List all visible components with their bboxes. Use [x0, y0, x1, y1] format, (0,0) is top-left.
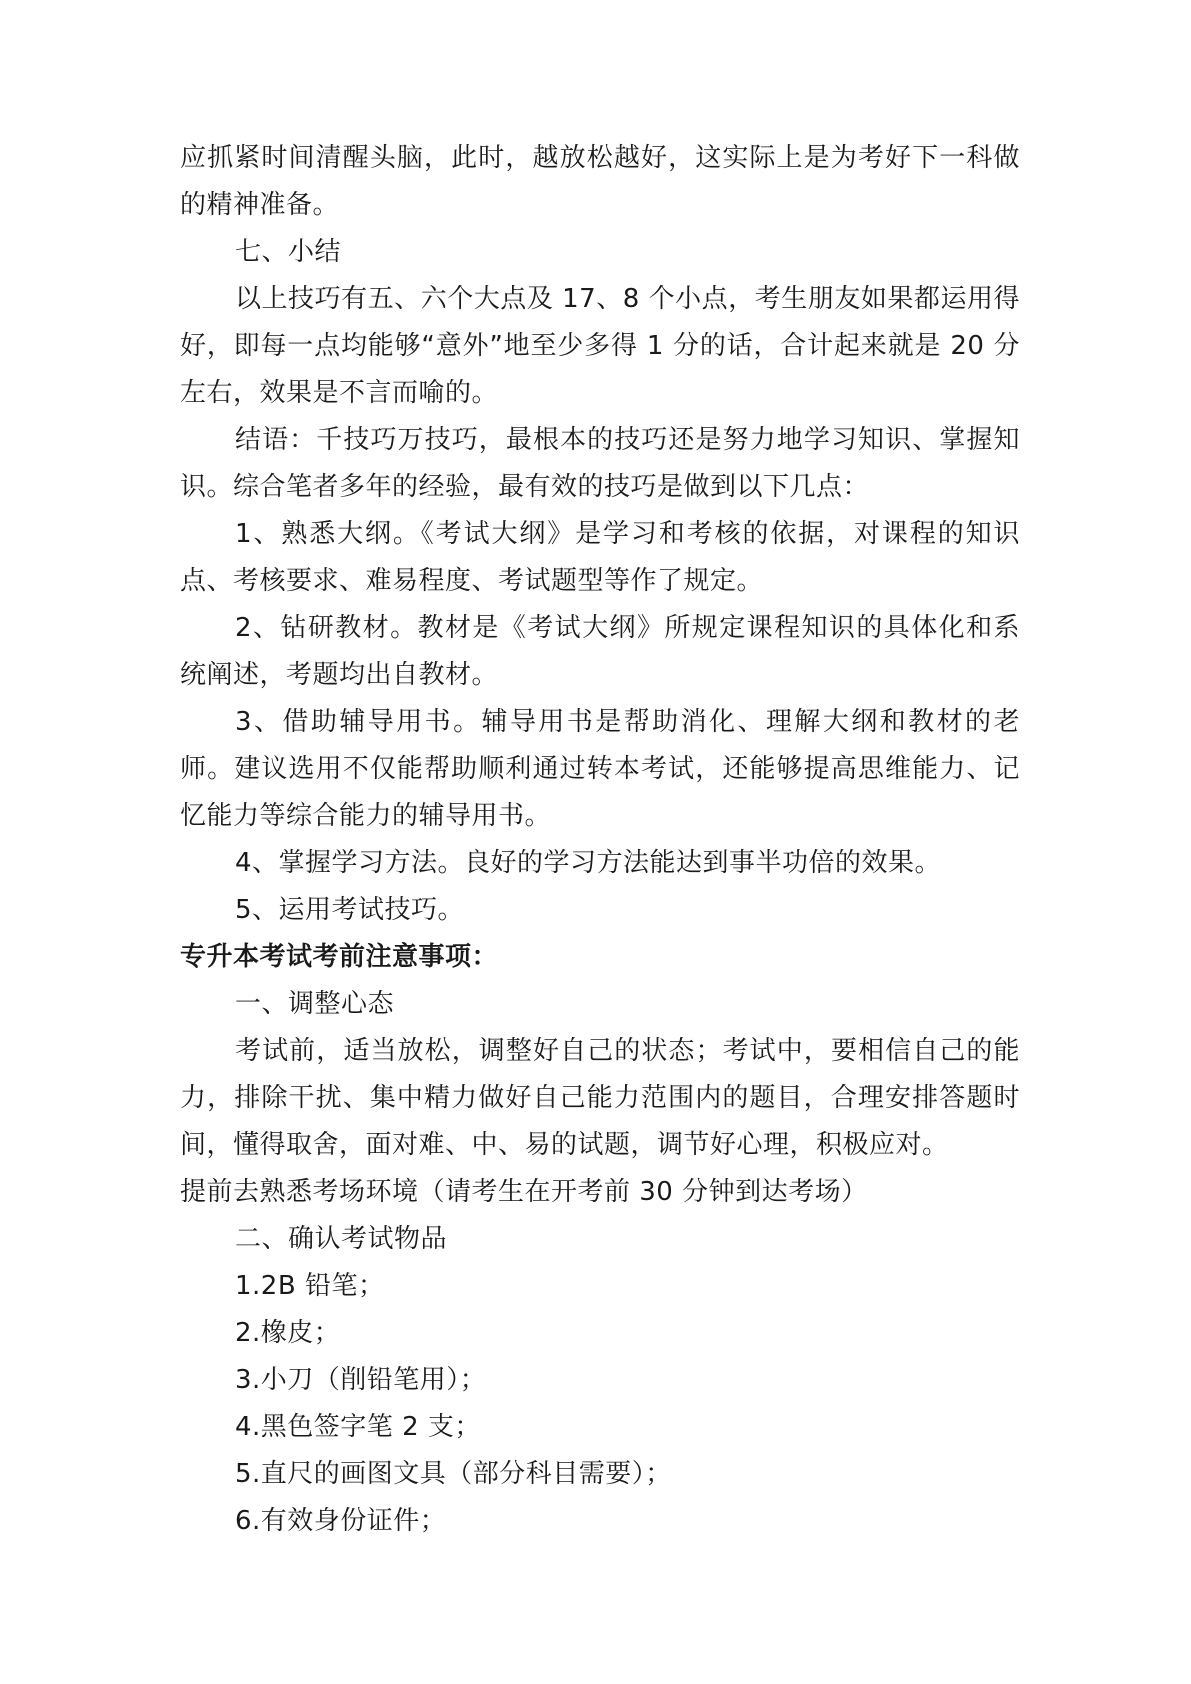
- exam-item-4: 4.黑色签字笔 2 支；: [235, 1412, 481, 1442]
- arrival-paragraph: 提前去熟悉考场环境（请考生在开考前 30 分钟到达考场）: [180, 1177, 868, 1207]
- summary-heading: 七、小结: [235, 237, 342, 267]
- exam-item-1: 1.2B 铅笔；: [235, 1271, 385, 1301]
- tip-item-1: 1、熟悉大纲。《考试大纲》是学习和考核的依据，对课程的知识点、考核要求、难易程度、考试题型等作了规定。: [180, 519, 1020, 596]
- tip-item-3: 3、借助辅导用书。辅导用书是帮助消化、理解大纲和教材的老师。建议选用不仅能帮助顺利通过转本考试，还能够提高思维能力、记忆能力等综合能力的辅导用书。: [180, 707, 1020, 831]
- mindset-heading: 一、调整心态: [235, 989, 395, 1019]
- tip-item-4: 4、掌握学习方法。良好的学习方法能达到事半功倍的效果。: [235, 848, 942, 878]
- exam-item-2: 2.橡皮；: [235, 1318, 341, 1348]
- items-heading: 二、确认考试物品: [235, 1224, 448, 1254]
- exam-item-5: 5.直尺的画图文具（部分科目需要）；: [235, 1459, 672, 1489]
- document-page: [180, 135, 1020, 1545]
- tip-item-5: 5、运用考试技巧。: [235, 895, 465, 925]
- mindset-paragraph: 考试前，适当放松，调整好自己的状态；考试中，要相信自己的能力，排除干扰、集中精力做好自己能力范围内的题目，合理安排答题时间，懂得取舍，面对难、中、易的试题，调节好心理，积极应对。: [180, 1036, 1020, 1160]
- summary-paragraph: 以上技巧有五、六个大点及 17、8 个小点，考生朋友如果都运用得好，即每一点均能够“意外”地至少多得 1 分的话，合计起来就是 20 分左右，效果是不言而喻的。: [180, 284, 1020, 408]
- section-title: 专升本考试考前注意事项：: [180, 942, 499, 972]
- exam-item-3: 3.小刀（削铅笔用）；: [235, 1365, 487, 1395]
- exam-item-6: 6.有效身份证件；: [235, 1506, 447, 1536]
- continuation-paragraph: 应抓紧时间清醒头脑，此时，越放松越好，这实际上是为考好下一科做的精神准备。: [180, 143, 1020, 220]
- conclusion-paragraph: 结语：千技巧万技巧，最根本的技巧还是努力地学习知识、掌握知识。综合笔者多年的经验，最有效的技巧是做到以下几点：: [180, 425, 1020, 502]
- tip-item-2: 2、钻研教材。教材是《考试大纲》所规定课程知识的具体化和系统阐述，考题均出自教材。: [180, 613, 1020, 690]
